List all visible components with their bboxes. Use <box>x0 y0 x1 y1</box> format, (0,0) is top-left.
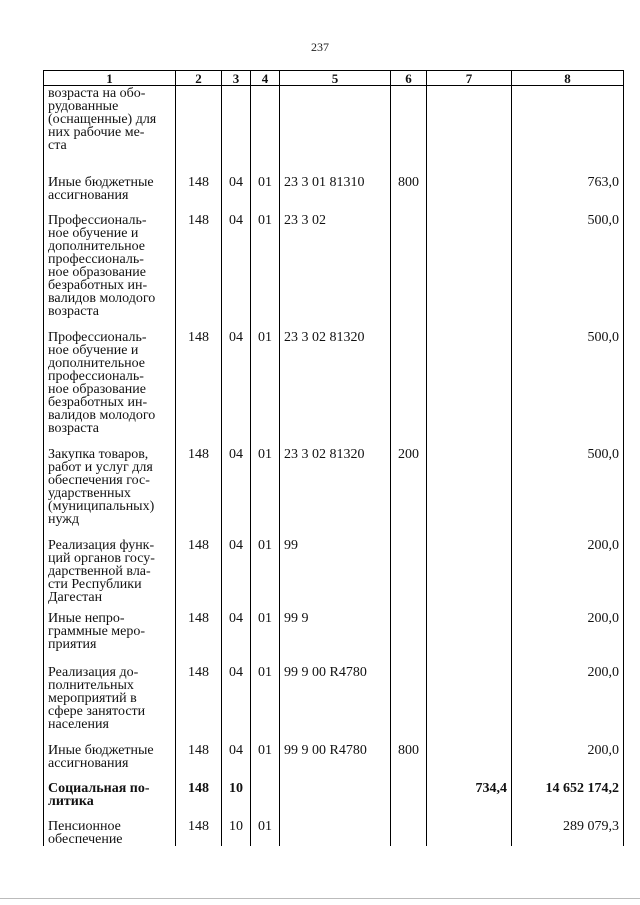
column-header: 4 <box>251 71 280 86</box>
table-cell: 01 <box>251 658 280 736</box>
table-row <box>44 658 624 736</box>
table-row <box>44 86 624 168</box>
table-cell <box>427 86 512 168</box>
row-label-cell: Профессиональ- ное обучение и дополнительное профессиональ- ное образование безработных ин- валидов молодого возраста <box>44 206 176 323</box>
table-cell <box>391 774 427 812</box>
table-row <box>44 604 624 658</box>
table-cell: 148 <box>176 604 222 658</box>
row-label-cell: возраста на обо- рудованные (оснащенные) для них рабочие ме- ста <box>44 86 176 168</box>
table-row <box>44 736 624 774</box>
table-cell: 23 3 02 81320 <box>280 440 391 531</box>
column-header: 3 <box>222 71 251 86</box>
table-cell: 148 <box>176 736 222 774</box>
table-row <box>44 774 624 812</box>
table-row <box>44 168 624 206</box>
table-cell <box>427 736 512 774</box>
table-cell: 200,0 <box>512 604 624 658</box>
table-row <box>44 323 624 440</box>
row-label-cell: Закупка товаров, работ и услуг для обеспечения гос- ударственных (муниципальных) нужд <box>44 440 176 531</box>
table-cell <box>391 604 427 658</box>
table-cell: 04 <box>222 736 251 774</box>
table-cell: 200,0 <box>512 658 624 736</box>
table-cell <box>427 658 512 736</box>
table-row <box>44 531 624 604</box>
column-header: 1 <box>44 71 176 86</box>
table-cell: 800 <box>391 736 427 774</box>
table-cell: 23 3 01 81310 <box>280 168 391 206</box>
column-header: 2 <box>176 71 222 86</box>
table-cell: 01 <box>251 736 280 774</box>
table-cell: 200,0 <box>512 736 624 774</box>
table-cell: 01 <box>251 604 280 658</box>
table-cell: 148 <box>176 774 222 812</box>
table-row <box>44 812 624 846</box>
table-cell: 04 <box>222 440 251 531</box>
table-cell <box>280 812 391 846</box>
table-cell: 04 <box>222 323 251 440</box>
table-cell: 04 <box>222 168 251 206</box>
table-cell <box>251 86 280 168</box>
table-cell: 734,4 <box>427 774 512 812</box>
page-number: 237 <box>311 40 329 54</box>
table-cell: 200 <box>391 440 427 531</box>
table-cell: 04 <box>222 206 251 323</box>
table-cell: 763,0 <box>512 168 624 206</box>
column-header: 6 <box>391 71 427 86</box>
table-cell <box>427 531 512 604</box>
table-cell: 23 3 02 81320 <box>280 323 391 440</box>
table-cell: 99 9 00 R4780 <box>280 658 391 736</box>
table-cell <box>391 206 427 323</box>
row-label-cell: Иные бюджетные ассигнования <box>44 736 176 774</box>
table-cell: 500,0 <box>512 323 624 440</box>
column-header: 8 <box>512 71 624 86</box>
table-cell <box>427 604 512 658</box>
table-cell <box>427 168 512 206</box>
table-cell: 289 079,3 <box>512 812 624 846</box>
table-cell <box>280 86 391 168</box>
table-cell: 800 <box>391 168 427 206</box>
table-cell: 99 9 00 R4780 <box>280 736 391 774</box>
table-cell <box>427 440 512 531</box>
table-cell: 148 <box>176 323 222 440</box>
table-cell: 01 <box>251 206 280 323</box>
table-cell <box>391 658 427 736</box>
table-cell: 10 <box>222 812 251 846</box>
table-cell: 500,0 <box>512 440 624 531</box>
page-bottom-edge <box>0 898 640 899</box>
table-cell: 148 <box>176 658 222 736</box>
table-cell: 01 <box>251 440 280 531</box>
table-cell <box>251 774 280 812</box>
table-row <box>44 440 624 531</box>
table-header-row <box>44 71 624 86</box>
table-cell: 14 652 174,2 <box>512 774 624 812</box>
table-cell: 01 <box>251 531 280 604</box>
table-cell: 200,0 <box>512 531 624 604</box>
budget-table <box>43 70 624 846</box>
table-cell <box>391 531 427 604</box>
table-cell <box>222 86 251 168</box>
table-cell <box>391 812 427 846</box>
table-cell: 148 <box>176 440 222 531</box>
table-cell <box>280 774 391 812</box>
table-cell: 04 <box>222 531 251 604</box>
row-label-cell: Социальная по- литика <box>44 774 176 812</box>
table-cell <box>427 323 512 440</box>
table-cell <box>391 86 427 168</box>
row-label-cell: Профессиональ- ное обучение и дополнительное профессиональ- ное образование безработных ин- валидов молодого возраста <box>44 323 176 440</box>
table-cell: 99 9 <box>280 604 391 658</box>
table-cell: 148 <box>176 812 222 846</box>
table-cell <box>512 86 624 168</box>
table-cell: 04 <box>222 604 251 658</box>
table-cell: 99 <box>280 531 391 604</box>
row-label-cell: Иные бюджетные ассигнования <box>44 168 176 206</box>
table-cell: 148 <box>176 531 222 604</box>
table-cell: 10 <box>222 774 251 812</box>
table-cell: 148 <box>176 168 222 206</box>
column-header: 5 <box>280 71 391 86</box>
row-label-cell: Реализация до- полнительных мероприятий в сфере занятости населения <box>44 658 176 736</box>
row-label-cell: Пенсионное обеспечение <box>44 812 176 846</box>
table-cell: 148 <box>176 206 222 323</box>
table-cell: 01 <box>251 812 280 846</box>
row-label-cell: Иные непро- граммные меро- приятия <box>44 604 176 658</box>
row-label-cell: Реализация функ- ций органов госу- дарственной вла- сти Республики Дагестан <box>44 531 176 604</box>
table-cell <box>176 86 222 168</box>
table-cell <box>427 812 512 846</box>
table-cell: 04 <box>222 658 251 736</box>
table-cell: 01 <box>251 168 280 206</box>
table-row <box>44 206 624 323</box>
table-cell <box>427 206 512 323</box>
table-cell: 01 <box>251 323 280 440</box>
table-cell: 500,0 <box>512 206 624 323</box>
table-cell: 23 3 02 <box>280 206 391 323</box>
column-header: 7 <box>427 71 512 86</box>
table-cell <box>391 323 427 440</box>
